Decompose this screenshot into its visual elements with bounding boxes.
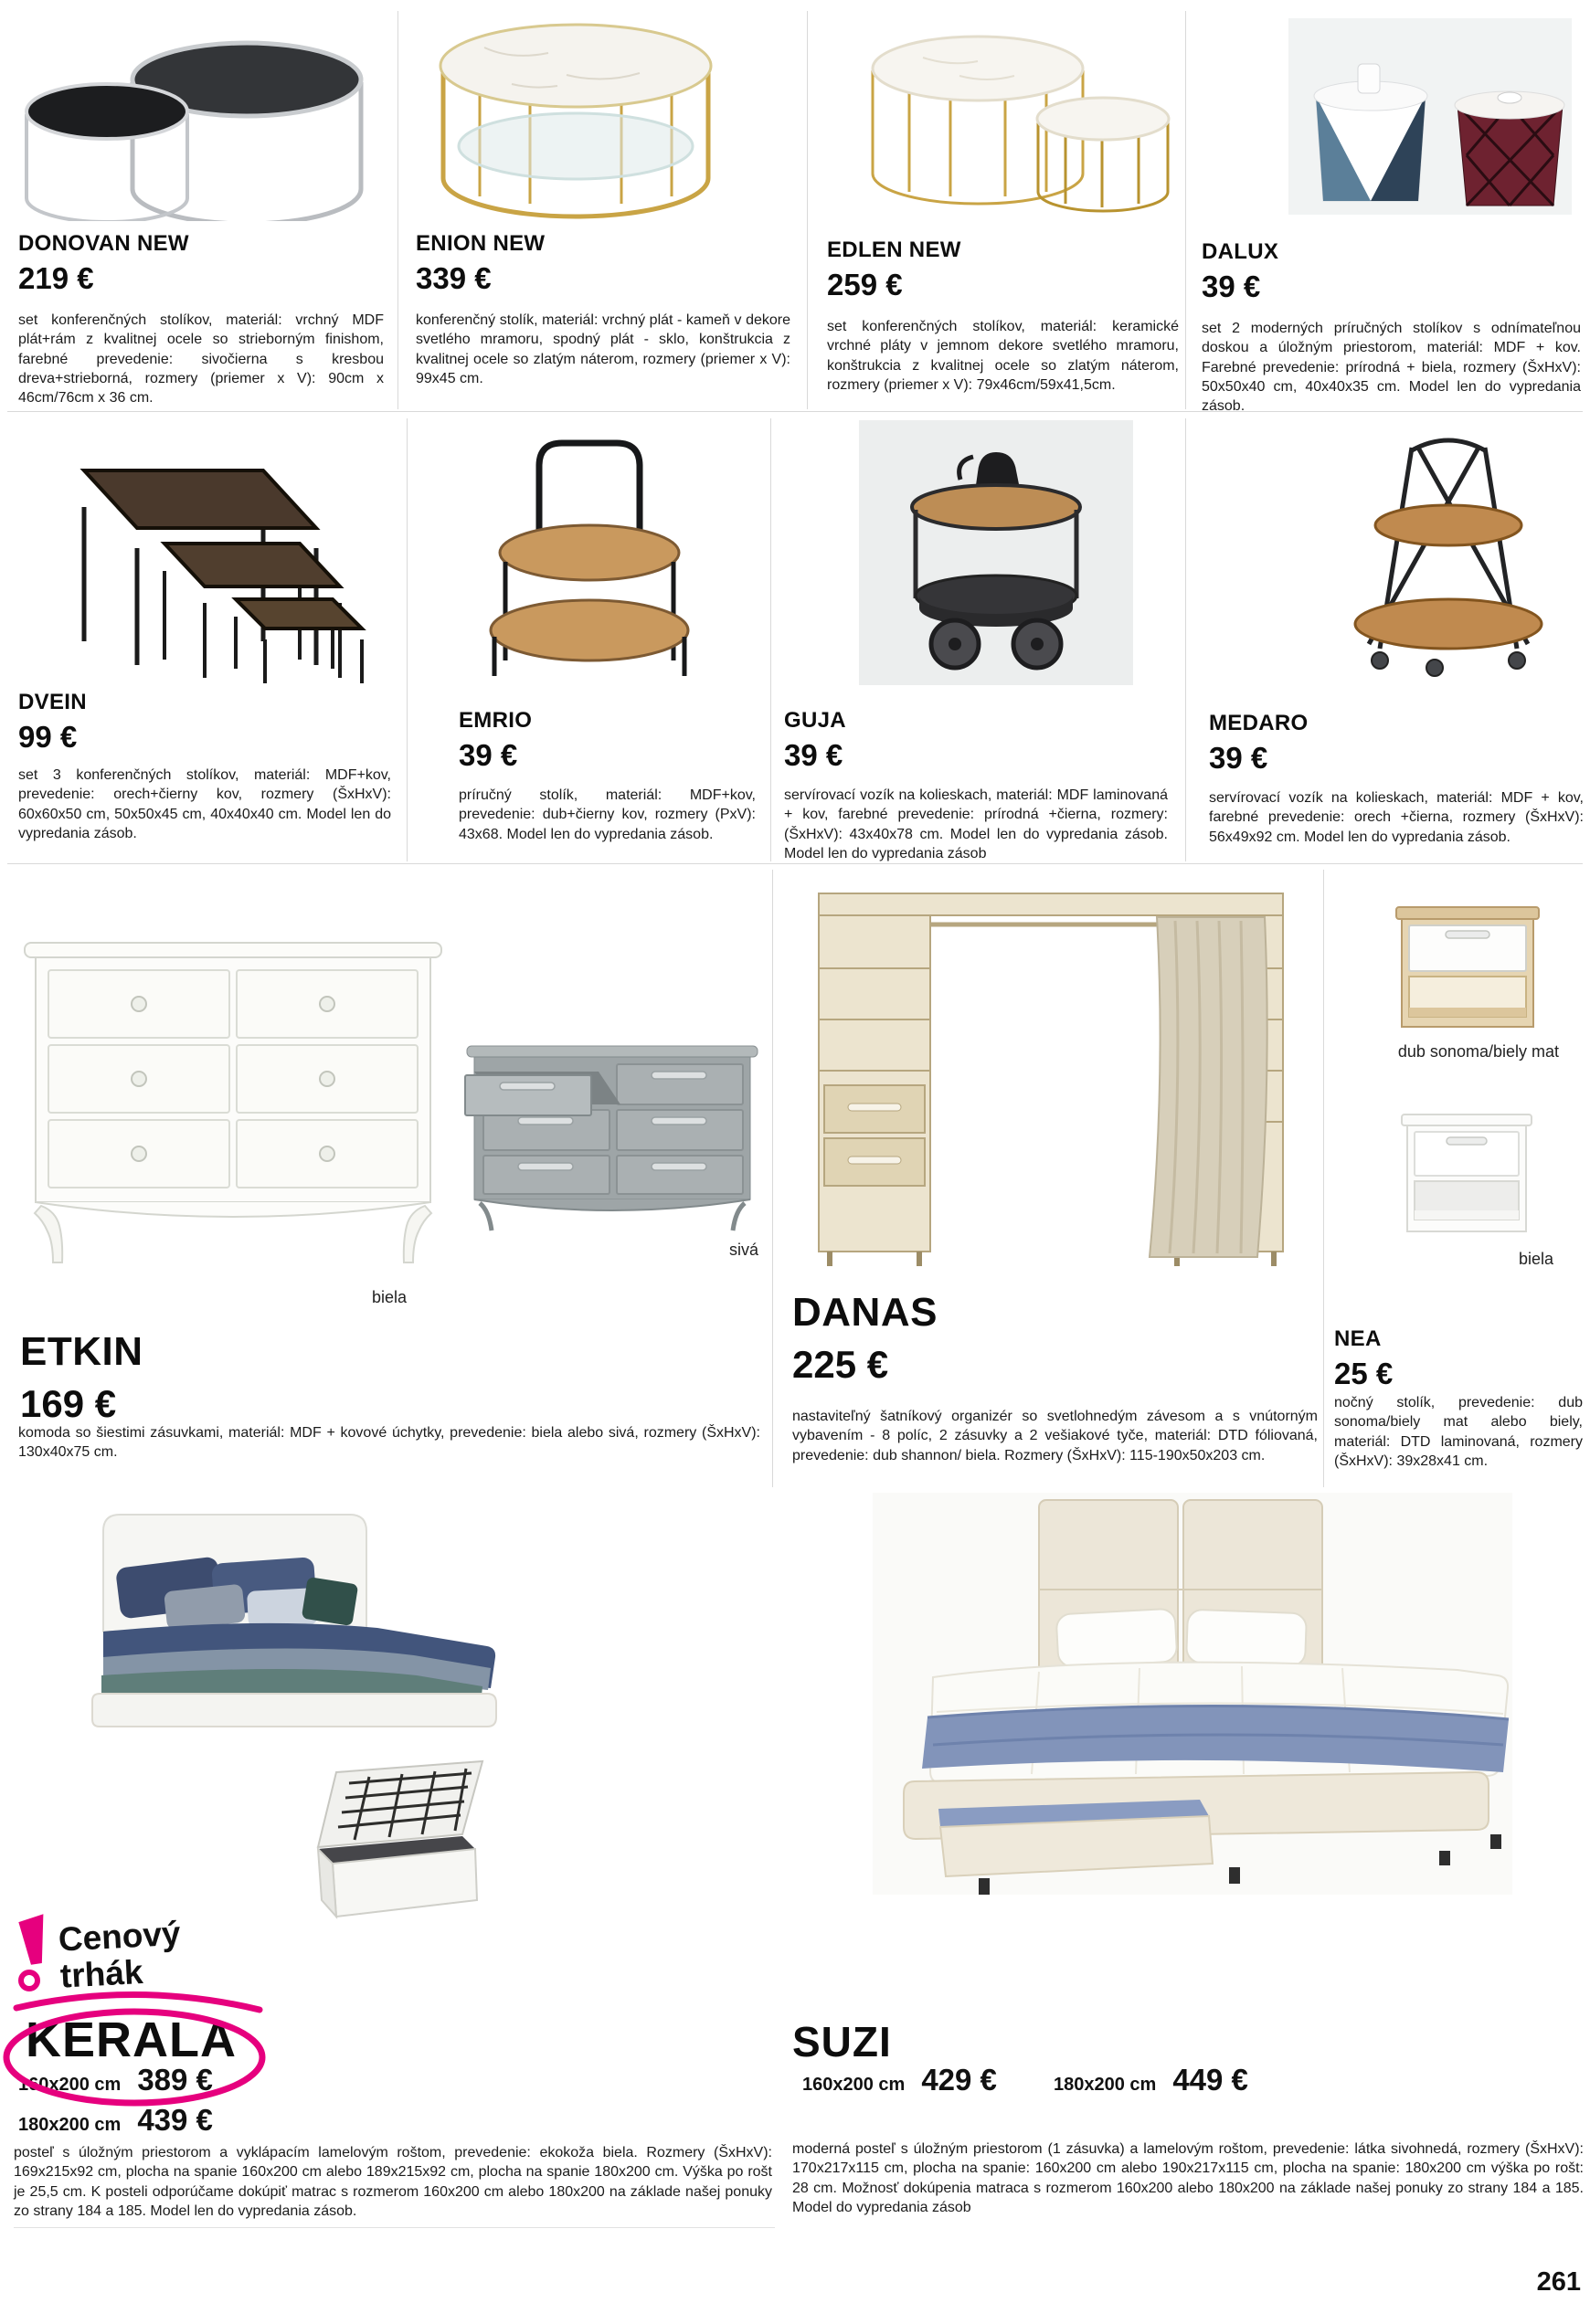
suzi-price-row-180	[1054, 2063, 1248, 2097]
product-description: set konferenčných stolíkov, materiál: keramické vrchné pláty v jemnom dekore svetlého mramoru, konštrukcia z kvalitnej ocele so zlatým náterom, rozmery (priemer x V): 79x46cm/59x41,5cm.	[827, 319, 1179, 393]
badge-word-2: trhák	[58, 1952, 144, 1995]
divider	[1323, 870, 1324, 1487]
product-price: 99 €	[18, 720, 78, 754]
price-hit-badge	[14, 1911, 224, 2002]
product-description: servírovací vozík na kolieskach, materiál: MDF + kov, farebné prevedenie: orech +čierna, rozmery (ŠxHxV): 56x49x92 cm. Model len do vypredania zásob.	[1209, 790, 1584, 845]
product-price: 339 €	[416, 261, 492, 295]
product-image-kerala-storage	[302, 1747, 493, 1925]
product-card-guja	[784, 708, 1168, 863]
product-price: 39 €	[459, 738, 518, 772]
product-price: 219 €	[18, 261, 94, 295]
bed-price: 449 €	[1172, 2063, 1248, 2097]
product-name: NEA	[1334, 1326, 1382, 1351]
divider	[14, 2227, 775, 2228]
color-label-etkin-gray: sivá	[728, 1241, 758, 1259]
product-description: set 3 konferenčných stolíkov, materiál: MDF+kov, prevedenie: orech+čierny kov, rozmery (ŠxHxV): 60x60x50 cm, 50x50x45 cm, 40x40x40 cm. Model len do vypredania zásob.	[18, 767, 391, 841]
color-label-nea-white: biela	[1518, 1250, 1553, 1268]
product-card-enion	[416, 231, 790, 388]
product-description-etkin: komoda so šiestimi zásuvkami, materiál: MDF + kovové úchytky, prevedenie: biela alebo sivá, rozmery (ŠxHxV): 130x40x75 cm.	[18, 1425, 760, 1461]
product-image-edlen	[841, 14, 1174, 219]
bed-size: 180x200 cm	[1054, 2075, 1157, 2095]
product-card-medaro	[1209, 711, 1584, 847]
product-name: EDLEN NEW	[827, 238, 961, 262]
bed-size: 160x200 cm	[18, 2075, 122, 2095]
badge-word-1: Cenový	[57, 1914, 182, 1959]
product-description: servírovací vozík na kolieskach, materiál: MDF laminovaná + kov, farebné prevedenie: prírodná +čierna, rozmery: (ŠxHxV): 43x40x78 cm. Model len do vypredania zásob. Model len do vypredania zásob	[784, 787, 1168, 861]
divider	[407, 418, 408, 861]
product-card-etkin	[20, 1329, 143, 1426]
product-description-suzi: moderná posteľ s úložným priestorom (1 zásuvka) a lamelovým roštom, prevedenie: látka sivohnedá, rozmery (ŠxHxV): 170x217x115 cm, plocha na spanie: 160x200 cm alebo 190x217x115 cm, plocha na spanie: 180x200 cm výška po rošt: 28 cm. Možnosť dokúpenia matraca s rozmerom 160x200 alebo 180x200 na základe našej ponuky zo strany 184 a 185. Model do vypredania zásob	[792, 2141, 1584, 2215]
product-card-nea	[1334, 1326, 1393, 1391]
product-image-guja	[859, 420, 1133, 690]
product-name: ENION NEW	[416, 231, 546, 256]
product-name: DONOVAN NEW	[18, 231, 189, 256]
product-description: set konferenčných stolíkov, materiál: vrchný MDF plát+rám z kvalitnej ocele so strieborným finishom, farebné prevedenie: sivočierna s kresbou dreva+strieborná, rozmery (priemer x V): 90cm x 46cm/76cm x 36 cm.	[18, 312, 384, 407]
product-card-emrio	[459, 708, 756, 844]
product-price: 25 €	[1334, 1357, 1394, 1390]
suzi-price-row-160	[802, 2063, 997, 2097]
product-image-dalux	[1288, 18, 1572, 219]
product-description: konferenčný stolík, materiál: vrchný plát - kameň v dekore svetlého mramoru, spodný plát - sklo, konštrukcia z kvalitnej ocele so zlatým náterom, rozmery (priemer x V): 99x45 cm.	[416, 312, 790, 386]
product-image-nea-oak	[1389, 900, 1549, 1037]
product-price: 39 €	[1202, 269, 1261, 303]
product-price: 259 €	[827, 268, 903, 301]
product-description-danas: nastaviteľný šatníkový organizér so svetlohnedým závesom a s vnútorným vybavením - 8 políc, 2 zásuvky a 2 vešiakové tyče, materiál: DTD fóliovaná, prevedenie: dub shannon/ biela. Rozmery (ŠxHxV): 115-190x50x203 cm.	[792, 1409, 1318, 1463]
product-image-emrio	[452, 416, 726, 685]
product-price: 39 €	[1209, 741, 1268, 775]
product-card-dvein	[18, 690, 391, 843]
divider	[770, 418, 771, 861]
bed-price: 439 €	[137, 2103, 213, 2137]
product-name: MEDARO	[1209, 711, 1309, 735]
product-price: 169 €	[20, 1382, 117, 1425]
product-description-nea: nočný stolík, prevedenie: dub sonoma/biely mat alebo biely, materiál: DTD laminovaná, rozmery (ŠxHxV): 39x28x41 cm.	[1334, 1395, 1583, 1469]
product-description: príručný stolík, materiál: MDF+kov, prevedenie: dub+čierny kov, rozmery (PxV): 43x68. Model len do vypredania zásob.	[459, 787, 756, 842]
divider	[772, 870, 773, 1487]
product-price: 225 €	[792, 1343, 889, 1386]
bed-price: 429 €	[921, 2063, 997, 2097]
bed-size: 180x200 cm	[18, 2115, 122, 2135]
product-description: set 2 moderných príručných stolíkov s odnímateľnou doskou a úložným priestorom, materiál: MDF + kov. Farebné prevedenie: prírodná + biela, rozmery (ŠxHxV): 50x50x40 cm, 40x40x35 cm. Model len do vypredania zásob.	[1202, 321, 1581, 415]
divider	[1185, 418, 1186, 861]
product-image-suzi	[800, 1487, 1558, 1917]
product-name-suzi: SUZI	[792, 2018, 892, 2065]
product-image-dvein	[27, 420, 384, 685]
product-name: DALUX	[1202, 239, 1279, 264]
product-card-dalux	[1202, 239, 1581, 416]
product-name-kerala: KERALA	[26, 2012, 237, 2067]
product-card-edlen	[827, 238, 1179, 395]
product-image-danas	[793, 870, 1309, 1276]
product-name: DVEIN	[18, 690, 87, 714]
product-image-nea-white	[1396, 1107, 1538, 1242]
color-label-nea-oak: dub sonoma/biely mat	[1397, 1042, 1559, 1061]
product-image-kerala-bed	[78, 1496, 516, 1748]
product-name: GUJA	[784, 708, 846, 733]
product-description-kerala: posteľ s úložným priestorom a vyklápacím lamelovým roštom, prevedenie: ekokoža biela. Rozmery (ŠxHxV): 169x215x92 cm, plocha na spanie 160x200 cm alebo 189x215x92 cm, plocha na spanie 180x200 cm. Výška po rošt je 25,5 cm. K posteli odporúčame dokúpiť matrac s rozmerom 160x200 cm alebo 180x200 na základe našej ponuky zo strany 184 a 185. Model len do vypredania zásob.	[14, 2145, 772, 2219]
product-card-danas	[792, 1290, 938, 1387]
product-image-enion	[420, 9, 731, 224]
product-price: 39 €	[784, 738, 843, 772]
product-name: DANAS	[792, 1290, 938, 1335]
divider	[807, 11, 808, 409]
divider	[1185, 11, 1186, 409]
page-number: 261	[1536, 2267, 1581, 2297]
kerala-price-row-180	[18, 2103, 213, 2138]
product-name: ETKIN	[20, 1329, 143, 1374]
product-name: EMRIO	[459, 708, 533, 733]
product-image-medaro	[1316, 416, 1581, 690]
color-label-etkin-white: biela	[371, 1288, 407, 1306]
bed-price: 389 €	[137, 2063, 213, 2097]
product-image-etkin-gray	[461, 1019, 763, 1233]
product-image-etkin-white	[14, 904, 452, 1270]
product-image-donovan	[14, 11, 384, 221]
divider	[7, 863, 1583, 864]
bed-size: 160x200 cm	[802, 2075, 906, 2095]
product-card-donovan	[18, 231, 384, 407]
